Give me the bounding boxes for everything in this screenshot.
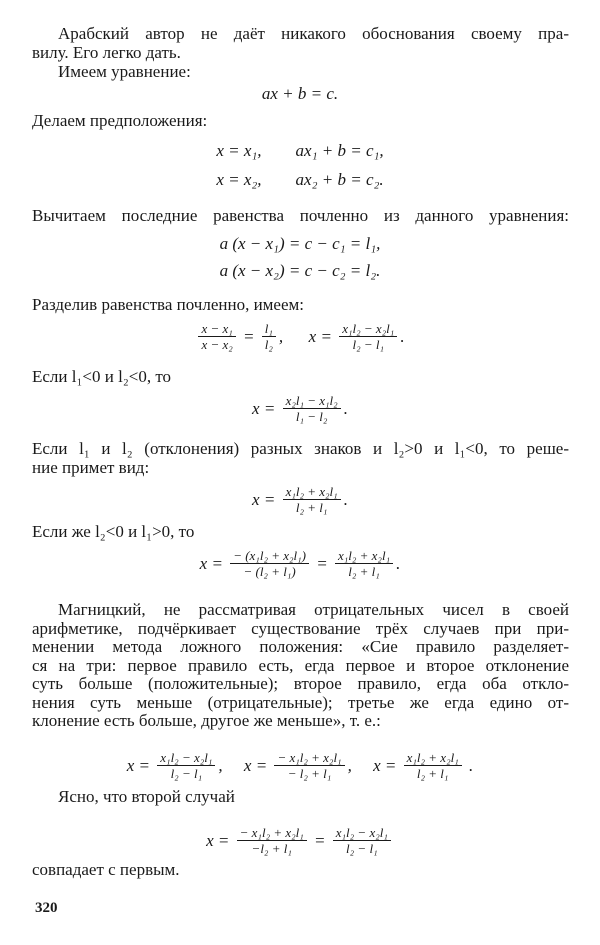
formula-text: = [311,553,332,573]
formula [0,84,600,104]
text-line: совпадает с первым. [32,860,180,879]
text-line: ние примет вид: [32,458,150,477]
numerator: x₁l₂ − x₂l₁ [339,321,397,337]
denominator: l₁ − l₂ [295,409,328,424]
formula [0,141,600,161]
numerator: l₁ [262,321,276,337]
denominator: l₂ + l₁ [348,564,380,579]
numerator: x₂l₁ − x₁l₂ [283,393,341,409]
formula [0,321,600,352]
denominator: l₂ + l₁ [416,766,449,781]
fraction [237,825,307,856]
formula-text: . [343,398,348,418]
formula-text: . [464,755,474,775]
formula-text: x = [199,553,228,573]
formula-text: = [309,830,330,850]
text-line: нения суть меньше (отрицательные); третье же егда едино от- [32,693,569,712]
formula [0,750,600,781]
denominator: l₂ − l₁ [170,766,203,781]
formula [0,548,600,579]
denominator: l₂ + l₁ [295,500,328,515]
fraction [262,321,276,352]
fraction [333,825,391,856]
fraction [283,484,341,515]
numerator: x − x₁ [198,321,235,337]
text-line: суть больше (положительные); второе правило, егда оба откло- [32,674,569,693]
formula-text: x = x₂, ax₂ + b = c₂. [216,170,384,189]
denominator: x − x₂ [201,337,233,352]
formula-text: x = x₁, ax₁ + b = c₁, [216,141,384,160]
numerator: x₁l₂ + x₂l₁ [404,750,462,766]
text-line: Имеем уравнение: [58,62,191,81]
formula-text: . [396,553,401,573]
formula-text: . [400,326,405,346]
formula [0,170,600,190]
numerator: x₁l₂ − x₂l₁ [157,750,215,766]
formula-text: = [238,326,259,346]
formula-text: . [343,489,348,509]
formula-text: ax + b = c. [261,84,339,103]
formula-text: , x = [278,326,337,346]
formula [0,393,600,424]
text-line: менении метода ложного положения: «Сие правило разделяет- [32,637,569,656]
formula-text: x = [252,398,280,418]
numerator: − x₁l₂ + x₂l₁ [274,750,344,766]
text-line: Вычитаем последние равенства почленно из данного уравнения: [32,206,569,225]
formula [0,234,600,254]
text-line: Магницкий, не рассматривая отрицательных чисел в своей [58,600,569,619]
fraction [157,750,215,781]
formula-text: x = [252,489,280,509]
formula-text: a (x − x₁) = c − c₁ = l₁, [219,234,381,253]
text-line: Делаем предположения: [32,111,208,130]
text-line: Если же l₂<0 и l₁>0, то [32,522,195,541]
fraction [339,321,397,352]
text-line: Разделив равенства почленно, имеем: [32,295,305,314]
text-line: ся на три: первое правило есть, егда первое и второе отклонение [32,656,569,675]
formula [0,825,600,856]
formula-text: x = [206,830,234,850]
numerator: − x₁l₂ + x₂l₁ [237,825,307,841]
fraction [404,750,462,781]
formula [0,484,600,515]
page-number: 320 [35,900,58,916]
formula-text: , x = [218,755,272,775]
formula [0,261,600,281]
text-line: Если l₁<0 и l₂<0, то [32,367,172,386]
fraction [335,548,393,579]
numerator: x₁l₂ − x₂l₁ [333,825,391,841]
text-line: арифметике, подчёркивает существование трёх случаев при при- [32,619,569,638]
numerator: x₁l₂ + x₂l₁ [335,548,393,564]
text-line: Ясно, что второй случай [58,787,235,806]
numerator: x₁l₂ + x₂l₁ [283,484,341,500]
fraction [230,548,309,579]
formula-text: a (x − x₂) = c − c₂ = l₂. [219,261,381,280]
formula-text: x = [126,755,155,775]
denominator: − l₂ + l₁ [287,766,332,781]
fraction [283,393,341,424]
denominator: l₂ − l₁ [346,841,378,856]
denominator: l₂ − l₁ [352,337,385,352]
denominator: − (l₂ + l₁) [243,564,296,579]
text-line: Если l₁ и l₂ (отклонения) разных знаков и l₂>0 и l₁<0, то реше- [32,439,569,458]
denominator: l₂ [264,337,273,352]
denominator: −l₂ + l₁ [251,841,292,856]
numerator: − (x₁l₂ + x₂l₁) [230,548,309,564]
fraction [274,750,344,781]
fraction [198,321,235,352]
formula-text: , x = [347,755,401,775]
text-line: вилу. Его легко дать. [32,43,181,62]
text-line: клонение есть больше, другое же меньше», т. е.: [32,711,381,730]
text-line: Арабский автор не даёт никакого обоснования своему пра- [58,24,569,43]
